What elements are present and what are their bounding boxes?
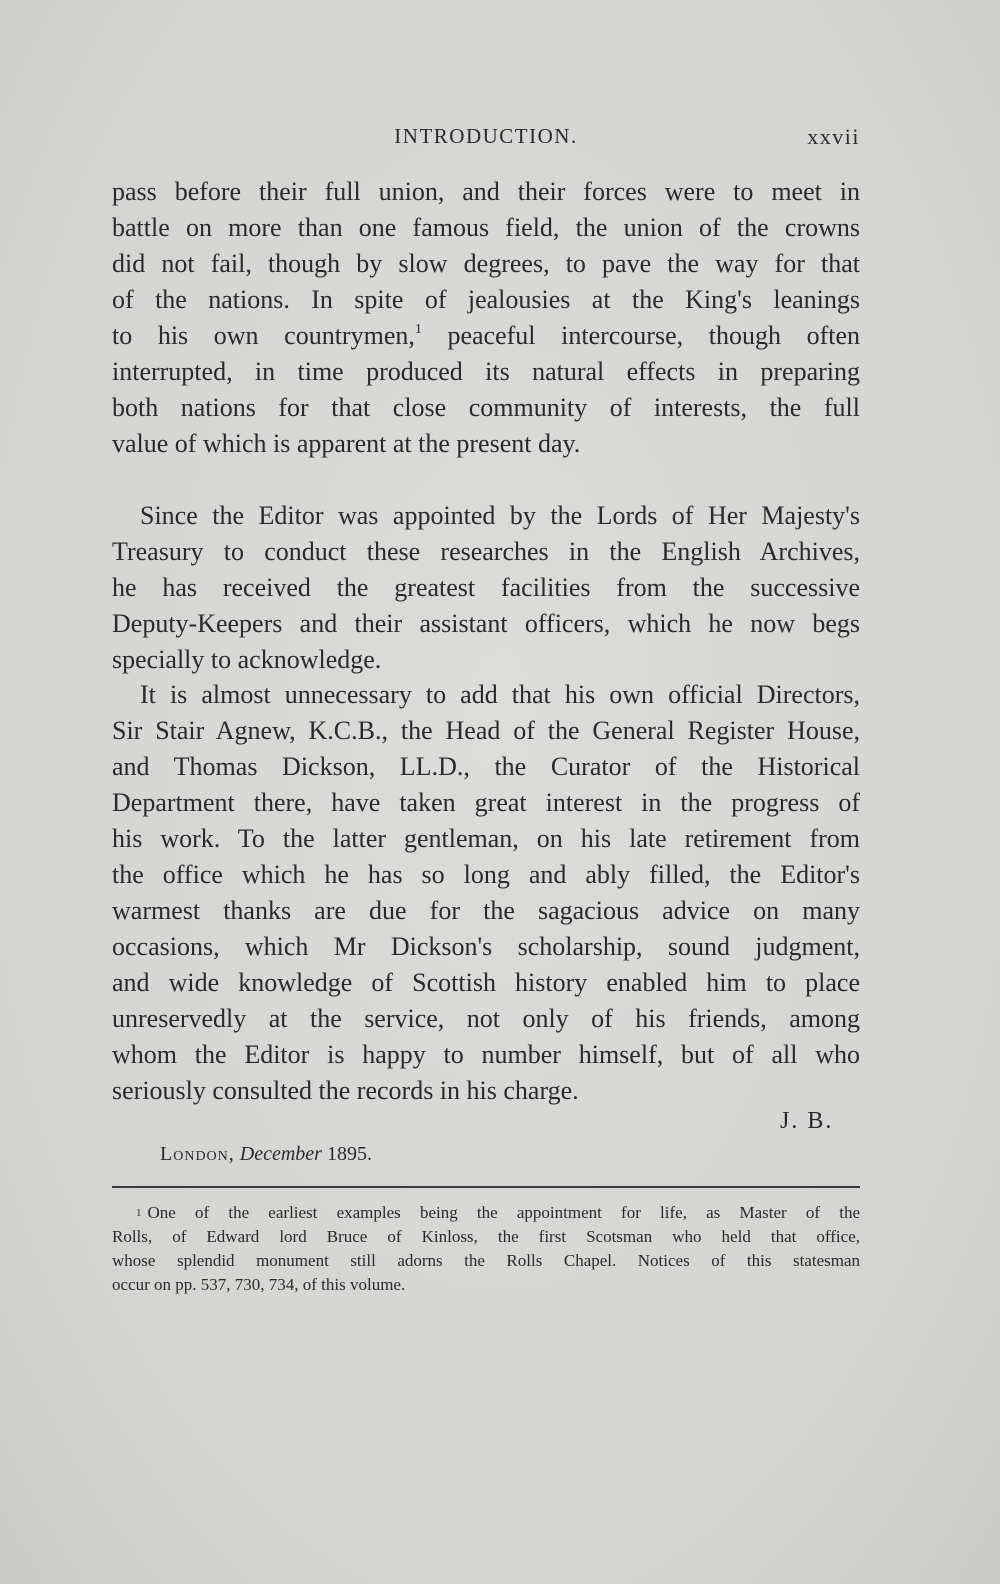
- text-line: his work. To the latter gentleman, on his late retirement from: [112, 824, 860, 853]
- text-line: seriously consulted the records in his charge.: [112, 1076, 579, 1105]
- text-line: of the nations. In spite of jealousies at the King's leanings: [112, 285, 860, 314]
- text-line: Since the Editor was appointed by the Lords of Her Majesty's: [140, 501, 860, 530]
- dateline-month: December: [239, 1143, 322, 1165]
- running-header: [112, 124, 860, 154]
- text-line: value of which is apparent at the present day.: [112, 429, 581, 458]
- dateline-place: London,: [160, 1143, 235, 1165]
- text-line: Department there, have taken great interest in the progress of: [112, 788, 860, 817]
- text-line: did not fail, though by slow degrees, to pave the way for that: [112, 249, 860, 278]
- footnote-line: occur on pp. 537, 730, 734, of this volume.: [112, 1275, 406, 1294]
- text-line: the office which he has so long and ably filled, the Editor's: [112, 860, 860, 889]
- text-line: occasions, which Mr Dickson's scholarship, sound judgment,: [112, 932, 860, 961]
- text-line: It is almost unnecessary to add that his own official Directors,: [140, 680, 860, 709]
- dateline: [160, 1143, 372, 1166]
- text-line: pass before their full union, and their forces were to meet in: [112, 177, 860, 206]
- text-line-with-footnote-ref: [112, 321, 860, 351]
- dateline-year: 1895.: [326, 1143, 372, 1165]
- text-line: Deputy-Keepers and their assistant officers, which he now begs: [112, 609, 860, 638]
- footnote-divider: [112, 1186, 860, 1188]
- text-line: Sir Stair Agnew, K.C.B., the Head of the General Register House,: [112, 716, 860, 745]
- footnote-line: Rolls, of Edward lord Bruce of Kinloss, the first Scotsman who held that office,: [112, 1227, 860, 1246]
- text-line: whom the Editor is happy to number himself, but of all who: [112, 1040, 860, 1069]
- footnote-line: [136, 1201, 860, 1225]
- footnote-mark: 1: [136, 1207, 142, 1219]
- text-segment: to his own countrymen,: [112, 321, 415, 350]
- author-initials: J. B.: [780, 1108, 834, 1134]
- text-line: and wide knowledge of Scottish history enabled him to place: [112, 968, 860, 997]
- footnote-text: One of the earliest examples being the appointment for life, as Master of the: [147, 1203, 860, 1222]
- text-line: he has received the greatest facilities from the successive: [112, 573, 860, 602]
- text-line: both nations for that close community of interests, the full: [112, 393, 860, 422]
- text-line: battle on more than one famous field, the union of the crowns: [112, 213, 860, 242]
- text-line: specially to acknowledge.: [112, 645, 382, 674]
- page-number: xxvii: [807, 124, 860, 149]
- text-line: unreservedly at the service, not only of his friends, among: [112, 1004, 860, 1033]
- text-line: interrupted, in time produced its natural effects in preparing: [112, 357, 860, 386]
- footnote-line: whose splendid monument still adorns the Rolls Chapel. Notices of this statesman: [112, 1251, 860, 1270]
- text-line: Treasury to conduct these researches in the English Archives,: [112, 537, 860, 566]
- text-line: and Thomas Dickson, LL.D., the Curator of the Historical: [112, 752, 860, 781]
- footnote-reference: 1: [414, 322, 422, 337]
- text-segment: peaceful intercourse, though often: [447, 321, 860, 350]
- running-title: INTRODUCTION.: [394, 124, 578, 148]
- text-line: warmest thanks are due for the sagacious advice on many: [112, 896, 860, 925]
